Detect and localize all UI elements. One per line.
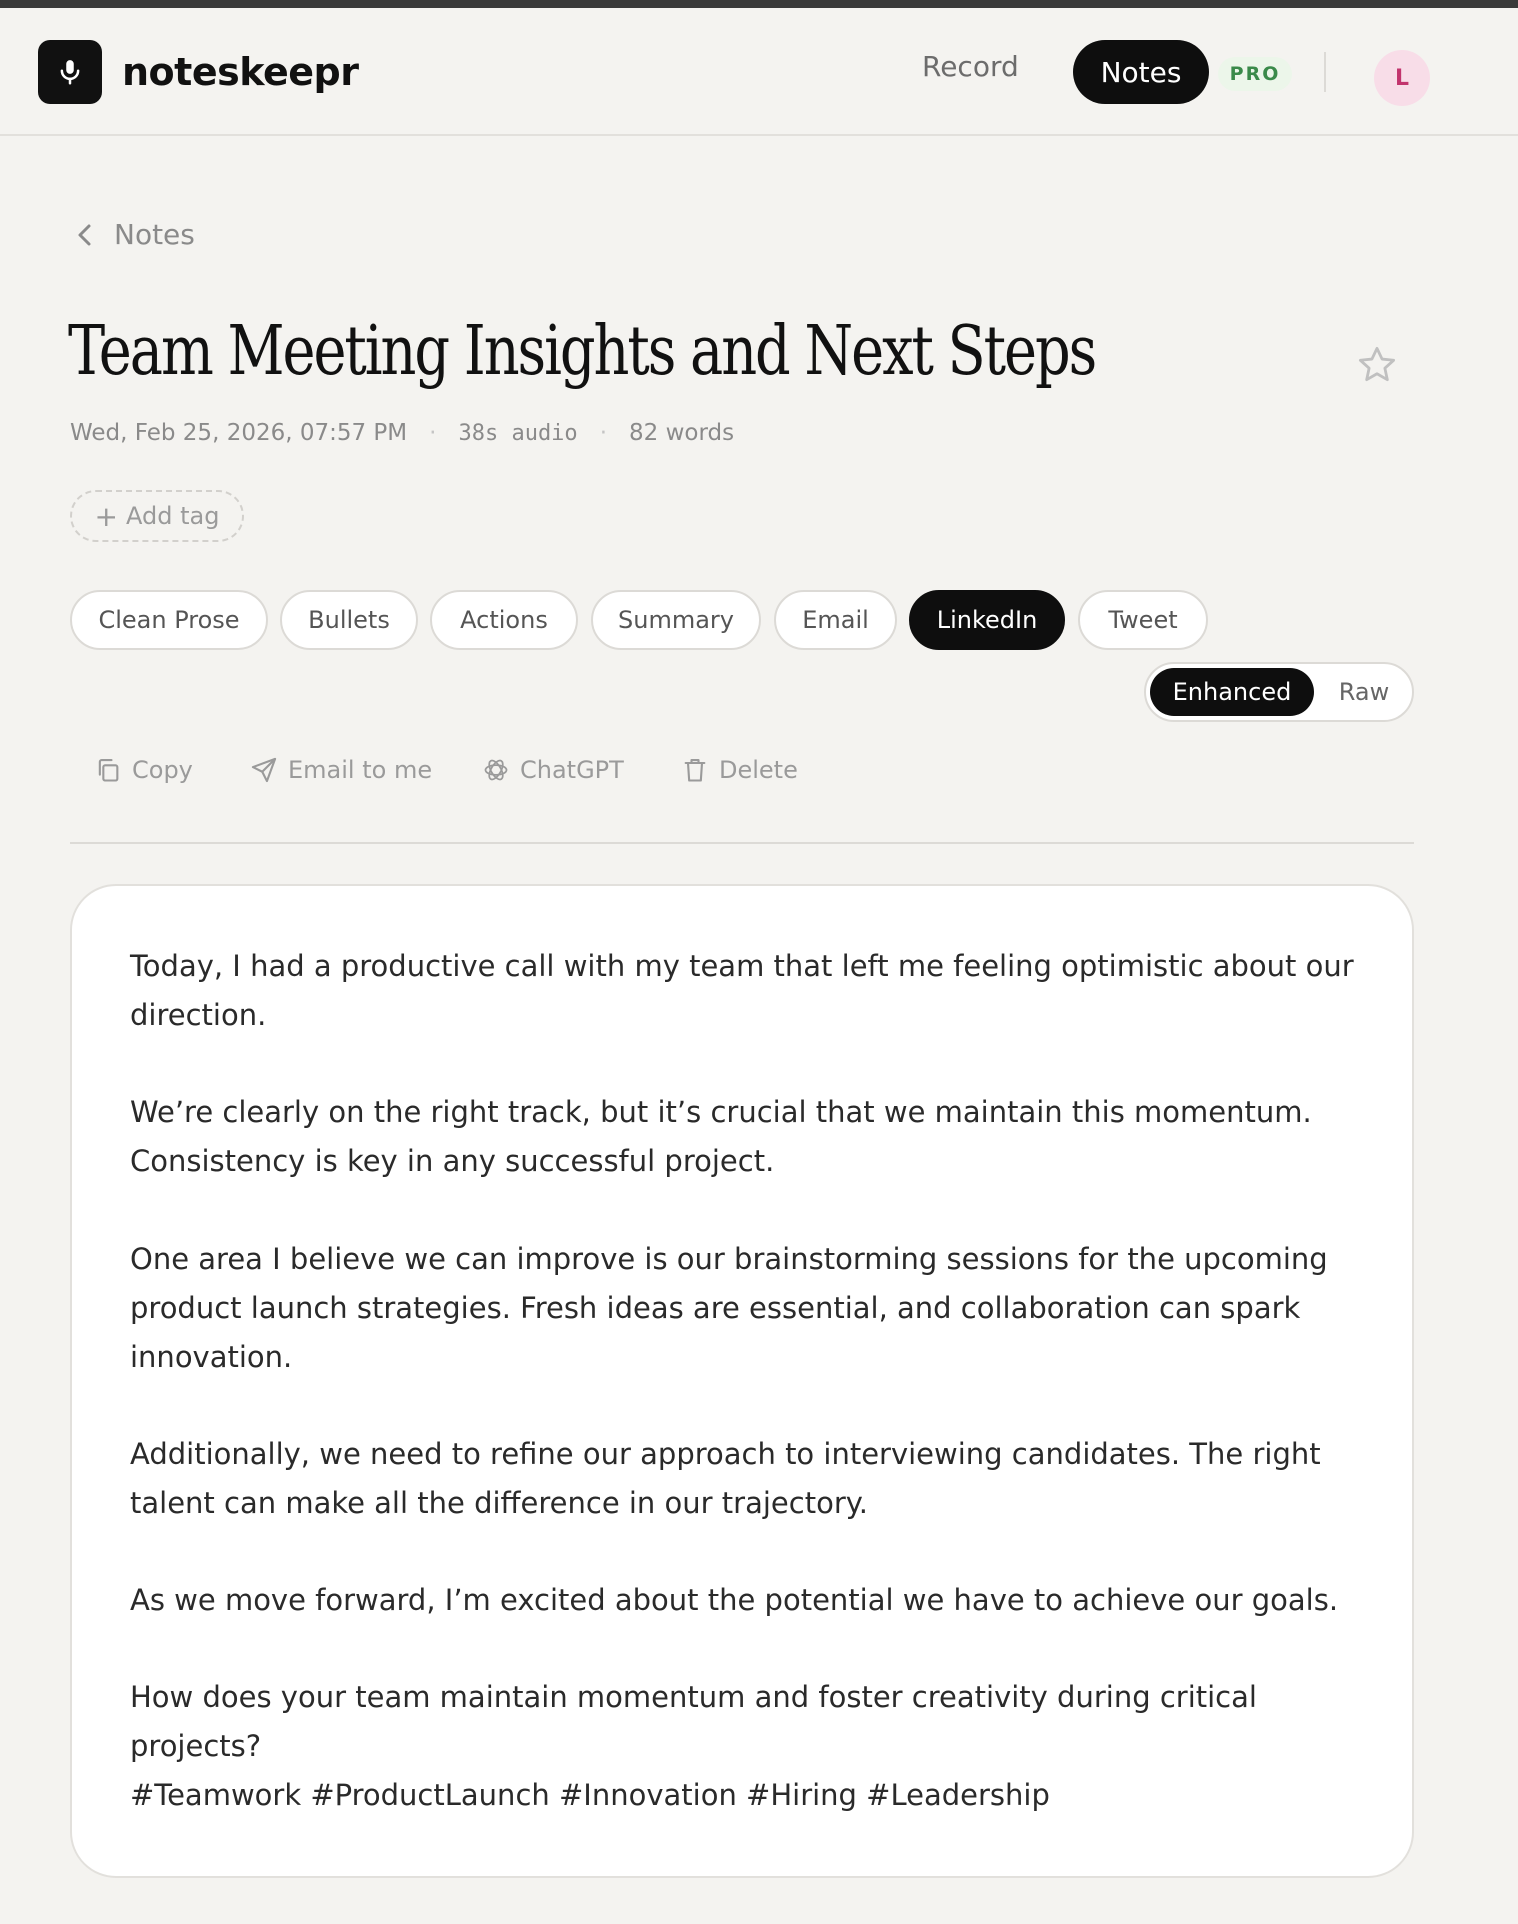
favorite-star-button[interactable] [1356, 344, 1398, 390]
tab-tweet[interactable]: Tweet [1078, 590, 1208, 650]
nav-notes[interactable]: Notes [1073, 40, 1209, 104]
note-title[interactable]: Team Meeting Insights and Next Steps [68, 312, 1096, 391]
tab-email[interactable]: Email [774, 590, 897, 650]
app-header [0, 8, 1518, 136]
word-count: 82 words [629, 420, 735, 446]
meta-separator: · [599, 420, 607, 446]
tab-summary[interactable]: Summary [591, 590, 761, 650]
content-paragraph: As we move forward, I’m excited about the potential we have to achieve our goals. [130, 1583, 1339, 1617]
chatgpt-label: ChatGPT [520, 756, 624, 784]
mode-raw-button[interactable]: Raw [1338, 678, 1390, 706]
pro-badge: PRO [1218, 57, 1292, 91]
tab-clean-prose[interactable]: Clean Prose [70, 590, 268, 650]
copy-button[interactable] [94, 756, 193, 784]
add-tag-button[interactable] [70, 490, 244, 542]
mode-toggle [1144, 662, 1414, 722]
tab-bullets[interactable]: Bullets [280, 590, 418, 650]
back-label: Notes [114, 218, 195, 251]
header-divider [1324, 52, 1326, 92]
add-tag-label: Add tag [126, 502, 220, 530]
back-to-notes[interactable] [74, 218, 195, 251]
email-to-me-button[interactable] [250, 756, 432, 784]
window-top-strip [0, 0, 1518, 8]
send-icon [250, 756, 278, 784]
tab-actions[interactable]: Actions [430, 590, 578, 650]
meta-separator: · [429, 420, 437, 446]
microphone-icon [55, 57, 85, 87]
audio-length: 38s audio [458, 420, 578, 446]
chatgpt-button[interactable] [482, 756, 624, 784]
copy-icon [94, 756, 122, 784]
note-meta [70, 420, 734, 446]
star-outline-icon [1356, 344, 1398, 386]
trash-icon [681, 756, 709, 784]
content-paragraph: One area I believe we can improve is our brainstorming sessions for the upcoming product launch strategies. Fresh ideas are essential, and collaboration can spark innovation. [130, 1242, 1328, 1374]
content-paragraph: Today, I had a productive call with my team that left me feeling optimistic about our direction. [130, 949, 1354, 1032]
note-content-card[interactable] [70, 884, 1414, 1878]
content-paragraph: Additionally, we need to refine our approach to interviewing candidates. The right talent can make all the difference in our trajectory. [130, 1437, 1321, 1520]
note-date: Wed, Feb 25, 2026, 07:57 PM [70, 420, 408, 446]
plus-icon: + [94, 499, 118, 533]
nav-record[interactable]: Record [922, 50, 1019, 83]
logo-mark[interactable] [38, 40, 102, 104]
content-paragraph: We’re clearly on the right track, but it’s crucial that we maintain this momentum. Consistency is key in any successful project. [130, 1095, 1312, 1178]
delete-button[interactable] [681, 756, 798, 784]
delete-label: Delete [719, 756, 798, 784]
tab-linkedin[interactable]: LinkedIn [909, 590, 1065, 650]
app-name[interactable]: noteskeepr [122, 50, 359, 94]
user-avatar[interactable]: L [1374, 50, 1430, 106]
email-to-me-label: Email to me [288, 756, 433, 784]
chevron-left-icon [74, 222, 96, 248]
section-divider [70, 842, 1414, 844]
copy-label: Copy [132, 756, 193, 784]
hashtags: #Teamwork #ProductLaunch #Innovation #Hiring #Leadership [130, 1778, 1050, 1812]
chatgpt-icon [482, 756, 510, 784]
mode-enhanced-button[interactable]: Enhanced [1150, 668, 1314, 716]
content-paragraph: How does your team maintain momentum and foster creativity during critical projects? [130, 1680, 1257, 1763]
